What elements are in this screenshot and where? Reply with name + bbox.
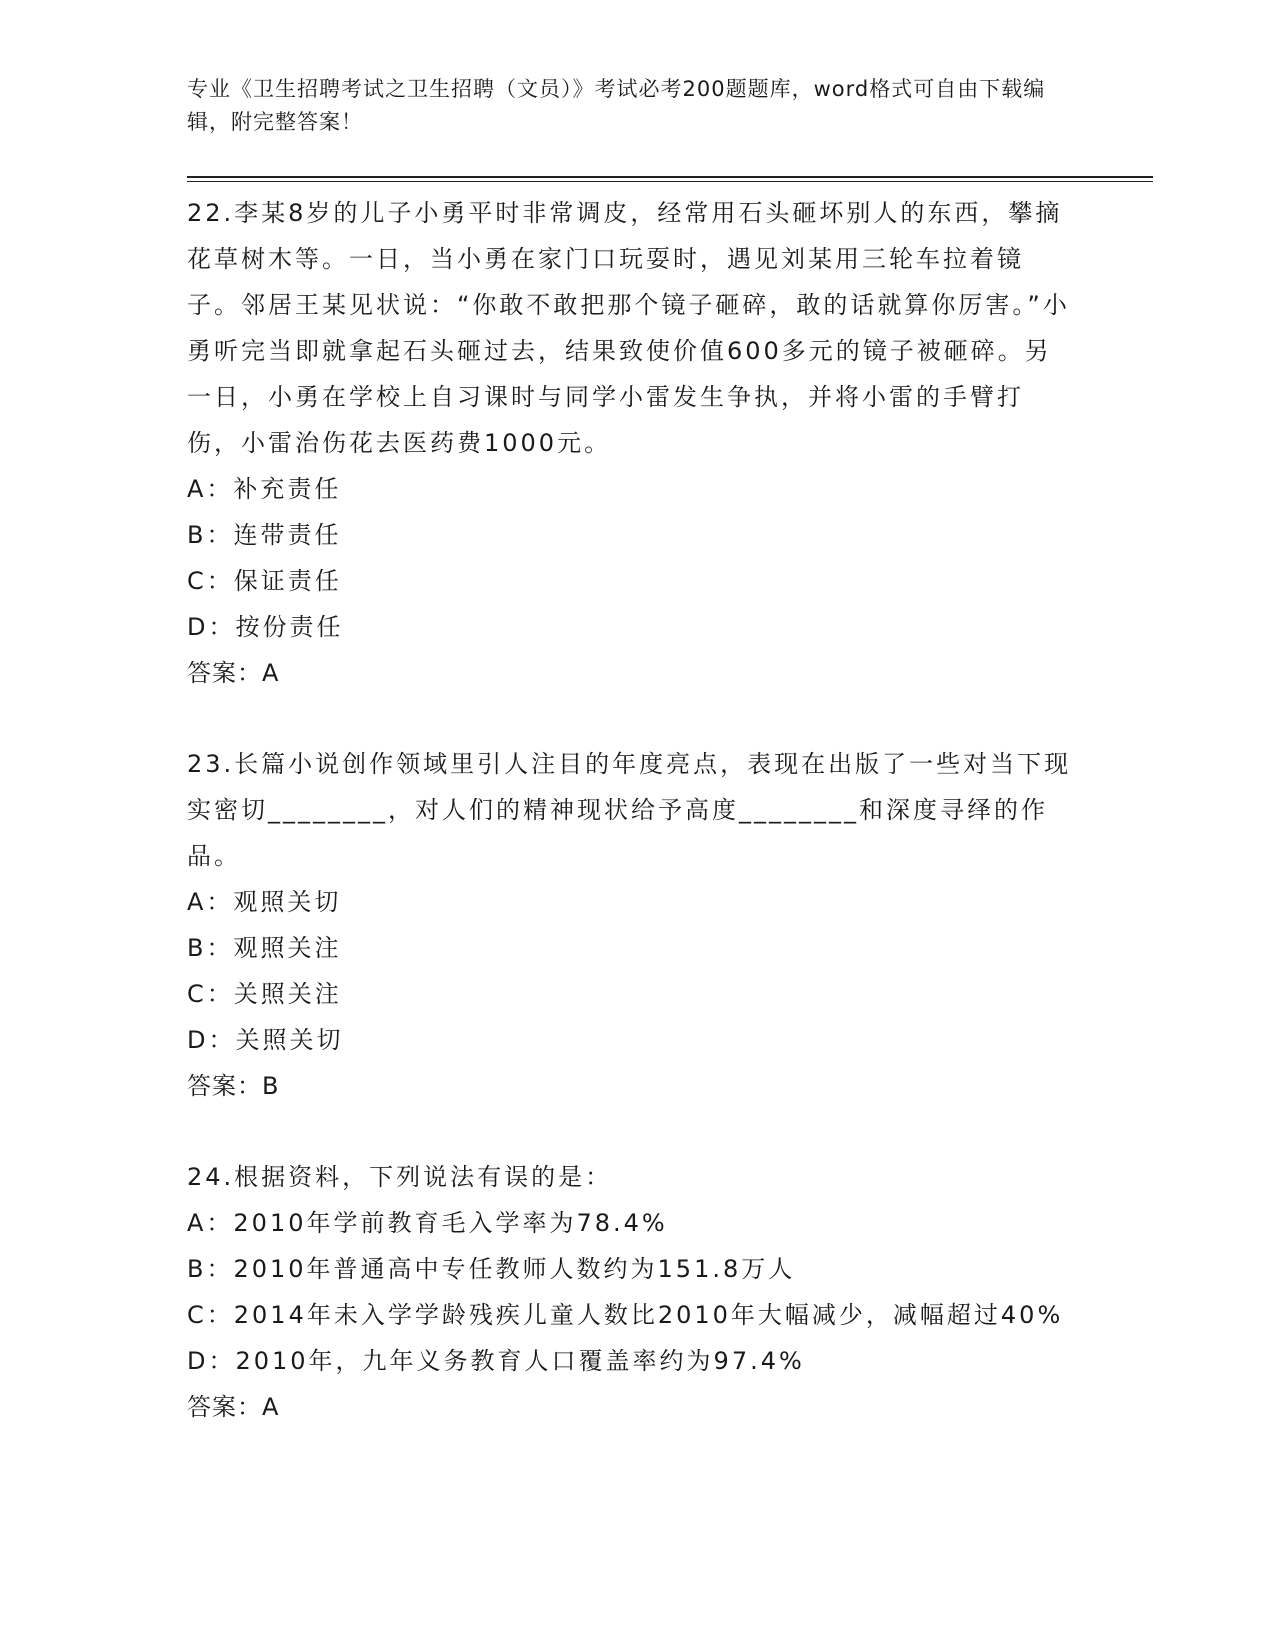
answer: 答案：B [187, 1072, 280, 1100]
option-d: D：关照关切 [187, 1026, 344, 1054]
spacer [187, 696, 1077, 741]
option-a: A：观照关切 [187, 888, 342, 916]
answer: 答案：A [187, 1393, 280, 1421]
question-text: 24.根据资料，下列说法有误的是： [187, 1163, 613, 1191]
option-b: B：连带责任 [187, 521, 342, 549]
option-c: C：2014年未入学学龄残疾儿童人数比2010年大幅减少，减幅超过40% [187, 1301, 1064, 1329]
option-b: B：观照关注 [187, 934, 342, 962]
answer: 答案：A [187, 659, 280, 687]
question-22 [187, 190, 1077, 696]
page-header: 专业《卫生招聘考试之卫生招聘（文员）》考试必考200题题库，word格式可自由下载编辑，附完整答案！ [187, 77, 1046, 134]
question-text: 23.长篇小说创作领域里引人注目的年度亮点，表现在出版了一些对当下现实密切________，对人们的精神现状给予高度________和深度寻绎的作品。 [187, 750, 1072, 870]
option-d: D：按份责任 [187, 613, 344, 641]
option-d: D：2010年，九年义务教育人口覆盖率约为97.4% [187, 1347, 805, 1375]
option-a: A：补充责任 [187, 475, 342, 503]
question-text: 22.李某8岁的儿子小勇平时非常调皮，经常用石头砸坏别人的东西，攀摘花草树木等。一日，当小勇在家门口玩耍时，遇见刘某用三轮车拉着镜子。邻居王某见状说：“你敢不敢把那个镜子砸碎，敢的话就算你厉害。”小勇听完当即就拿起石头砸过去，结果致使价值600多元的镜子被砸碎。另一日，小勇在学校上自习课时与同学小雷发生争执，并将小雷的手臂打伤，小雷治伤花去医药费1000元。 [187, 199, 1070, 457]
option-c: C：关照关注 [187, 980, 342, 1008]
question-23 [187, 741, 1077, 1109]
question-24 [187, 1154, 1077, 1430]
option-a: A：2010年学前教育毛入学率为78.4% [187, 1209, 668, 1237]
spacer [187, 1109, 1077, 1154]
header-rule-thin [187, 181, 1153, 182]
option-c: C：保证责任 [187, 567, 342, 595]
option-b: B：2010年普通高中专任教师人数约为151.8万人 [187, 1255, 796, 1283]
header-rule-thick [187, 176, 1153, 178]
question-list [187, 190, 1077, 1430]
